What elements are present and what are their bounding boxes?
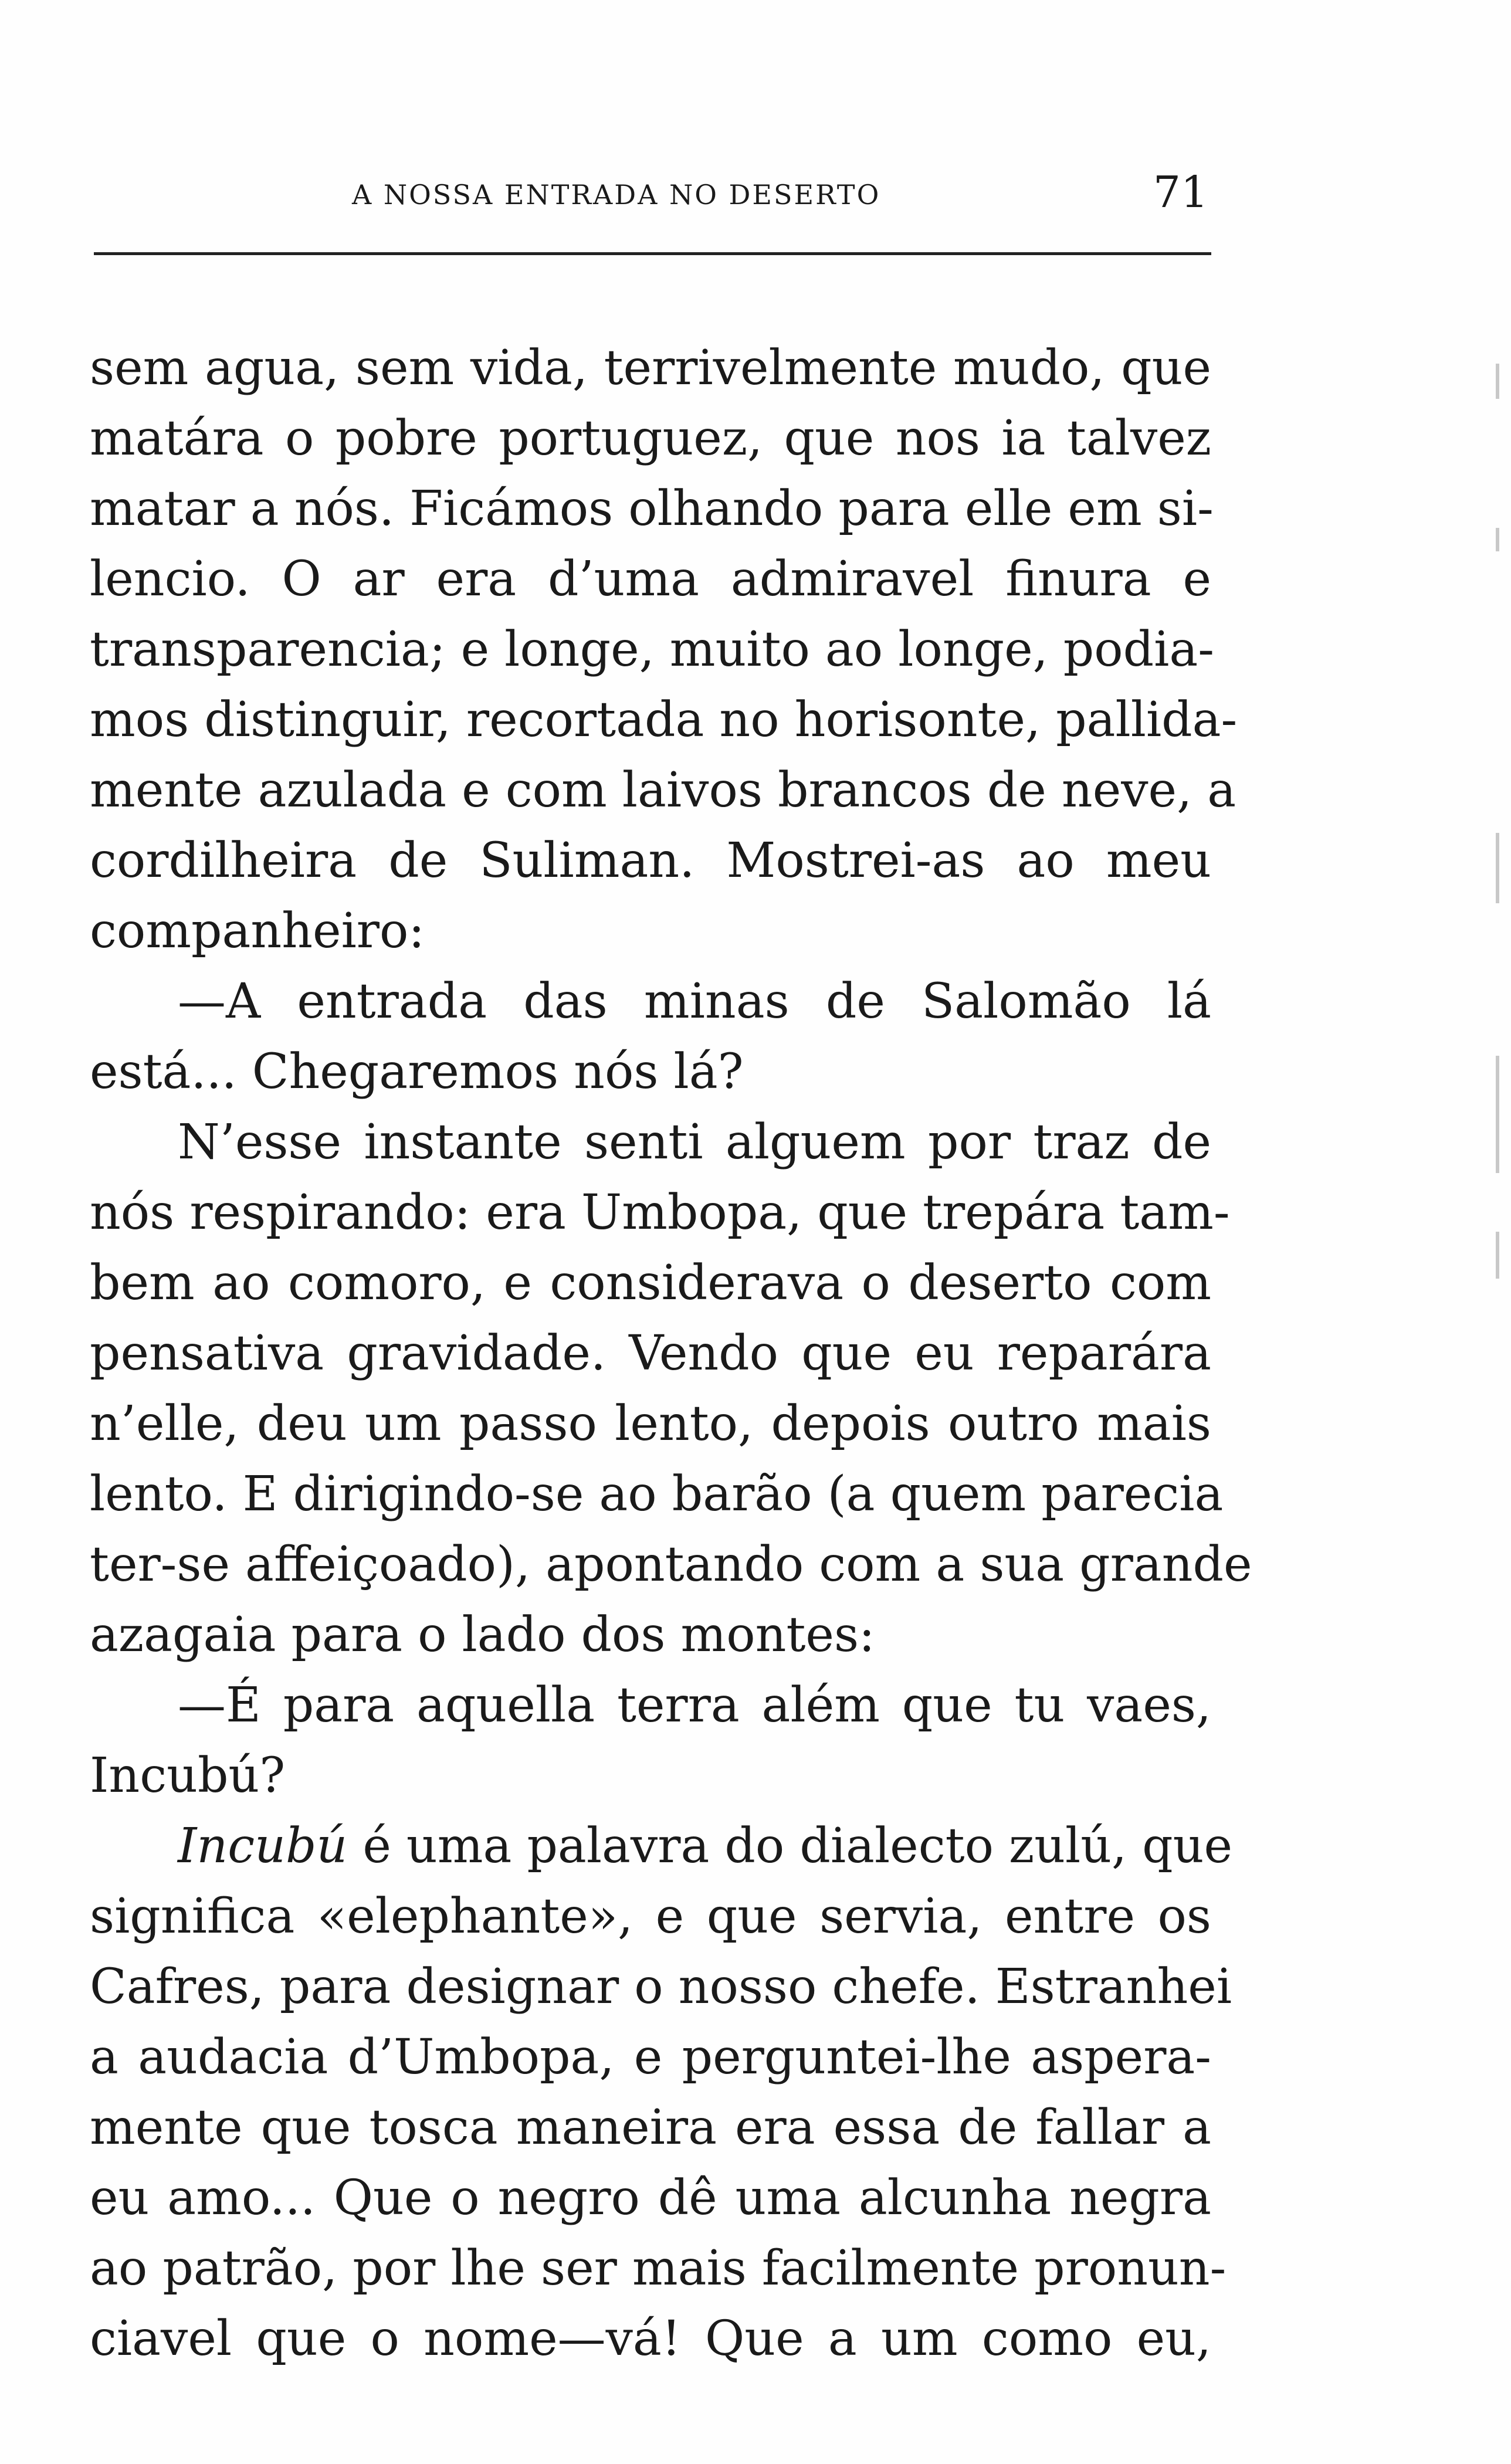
italic-word: Incubú [178,1818,348,1874]
text-line: eu amo... Que o negro dê uma alcunha negra [90,2170,1211,2226]
text-line: N’esse instante senti alguem por traz de [178,1114,1211,1170]
page-edge-shadow [1476,293,1499,1349]
text-line: matára o pobre portuguez, que nos ia talvez [90,411,1211,466]
body-text [90,333,1252,2374]
edge-speck [1496,364,1499,399]
text-line: está... Chegaremos nós lá? [90,1044,744,1100]
text-line: sem agua, sem vida, terrivelmente mudo, que [90,340,1211,396]
text-line: pensativa gravidade. Vendo que eu reparára [90,1326,1211,1381]
text-line: transparencia; e longe, muito ao longe, podia- [90,622,1214,677]
page-number: 71 [1153,167,1208,218]
text-line: mente azulada e com laivos brancos de neve, a [90,762,1236,818]
text-line: matar a nós. Ficámos olhando para elle em si- [90,481,1214,537]
edge-speck [1496,833,1499,903]
running-title: A NOSSA ENTRADA NO DESERTO [352,179,881,211]
text-line: Incubú? [90,1748,286,1804]
text-line: a audacia d’Umbopa, e perguntei-lhe aspera- [90,2029,1211,2085]
text-line: lento. E dirigindo-se ao barão (a quem parecia [90,1466,1224,1522]
edge-speck [1496,528,1499,551]
text-line: n’elle, deu um passo lento, depois outro mais [90,1396,1211,1452]
text-line: nós respirando: era Umbopa, que trepára tam- [90,1185,1230,1241]
text-line: lencio. O ar era d’uma admiravel finura e [90,551,1211,607]
text-line: companheiro: [90,903,425,959]
text-line: significa «elephante», e que servia, entre os [90,1889,1211,1944]
header-rule [94,252,1211,255]
text-line: Cafres, para designar o nosso chefe. Estranhei [90,1959,1232,2015]
text-line: bem ao comoro, e considerava o deserto com [90,1255,1211,1311]
running-head [94,167,1208,220]
text-line: cordilheira de Suliman. Mostrei-as ao meu [90,833,1211,889]
text-line: ter-se affeiçoado), apontando com a sua grande [90,1537,1252,1592]
edge-speck [1496,1056,1499,1173]
text-line: ciavel que o nome—vá! Que a um como eu, [90,2311,1211,2367]
text-line: ao patrão, por lhe ser mais facilmente pronun- [90,2241,1227,2296]
edge-speck [1496,1232,1499,1279]
text-line: —A entrada das minas de Salomão lá [178,974,1211,1029]
text-line [90,1811,1233,1882]
text-line: azagaia para o lado dos montes: [90,1607,875,1663]
text-line: mente que tosca maneira era essa de fallar a [90,2100,1211,2155]
text-line: —É para aquella terra além que tu vaes, [178,1677,1211,1733]
text-line: mos distinguir, recortada no horisonte, pallida- [90,692,1238,748]
text-line-rest: é uma palavra do dialecto zulú, que [362,1818,1233,1874]
